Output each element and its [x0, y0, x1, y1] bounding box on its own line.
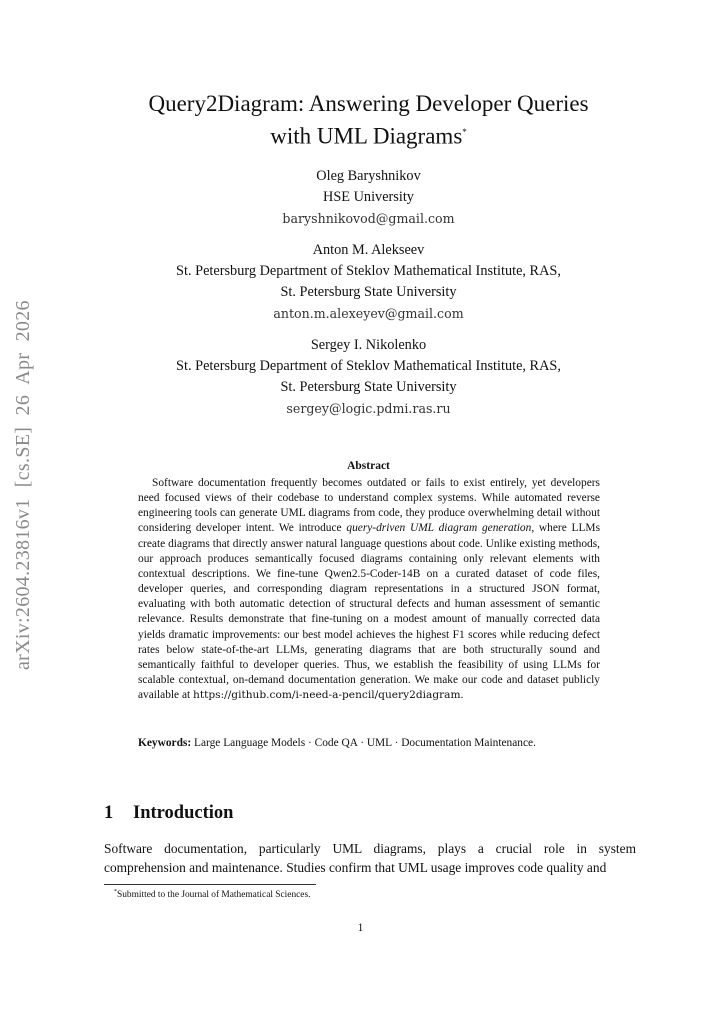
author-2	[100, 240, 637, 324]
footnote-rule	[104, 884, 316, 885]
abstract-body: Software documentation frequently becomes outdated or fails to exist entirely, yet developers need focused views of their codebase to understand complex systems. While automated reverse engineering tools can generate UML diagrams from code, they produce overwhelming detail without considering developer intent. We introduce query-driven UML diagram generation, where LLMs create diagrams that directly answer natural language questions about code. Unlike existing methods, our approach produces semantically focused diagrams containing only relevant elements with contextual descriptions. We fine-tune Qwen2.5-Coder-14B on a curated dataset of code files, developer queries, and corresponding diagram representations in a structured JSON format, evaluating with both automatic detection of structural defects and human assessment of semantic relevance. Results demonstrate that fine-tuning on a modest amount of manually corrected data yields dramatic improvements: our best model achieves the highest F1 scores while reducing defect rates below state-of-the-art LLMs, generating diagrams that are both structurally sound and semantically faithful to developer queries. Thus, we establish the feasibility of using LLMs for scalable contextual, on-demand documentation generation. We make our code and dataset publicly available at https://github.com/i-need-a-pencil/query2diagram.	[138, 477, 600, 702]
introduction-paragraph: Software documentation, particularly UML diagrams, plays a crucial role in system comprehension and maintenance. Studies confirm that UML usage improves code quality and	[104, 841, 636, 875]
section-heading-introduction	[104, 803, 233, 824]
keywords-list: Large Language Models · Code QA · UML · Documentation Maintenance.	[194, 737, 536, 749]
page-number: 1	[357, 922, 364, 934]
code-repository-link[interactable]: https://github.com/i-need-a-pencil/query2diagram	[193, 689, 461, 702]
author-email: sergey@logic.pdmi.ras.ru	[286, 401, 451, 416]
author-affiliation: St. Petersburg Department of Steklov Mathematical Institute, RAS,	[176, 358, 561, 374]
arxiv-identifier: arXiv:2604.23816v1 [cs.SE] 26 Apr 2026	[12, 300, 34, 670]
author-affiliation: St. Petersburg Department of Steklov Mathematical Institute, RAS,	[176, 263, 561, 279]
author-affiliation: St. Petersburg State University	[280, 284, 457, 300]
title-line-1: Query2Diagram: Answering Developer Queries	[148, 91, 589, 116]
author-name: Oleg Baryshnikov	[316, 168, 421, 184]
section-title: Introduction	[133, 803, 234, 823]
author-1	[100, 166, 637, 229]
title-line-2: with UML Diagrams*	[270, 123, 467, 149]
footnote-text: Submitted to the Journal of Mathematical Sciences.	[117, 890, 311, 901]
keywords	[138, 736, 608, 751]
footnote-mark: *	[114, 889, 117, 895]
author-affiliation: St. Petersburg State University	[280, 379, 457, 395]
paper-title	[100, 89, 637, 151]
author-email: baryshnikovod@gmail.com	[282, 211, 455, 226]
author-3	[100, 335, 637, 419]
abstract-heading: Abstract	[347, 460, 390, 472]
keywords-label: Keywords:	[138, 737, 192, 749]
section-number: 1	[104, 803, 114, 823]
footnote	[114, 889, 310, 900]
title-footnote-mark: *	[462, 127, 467, 137]
abstract-emphasis: query-driven UML diagram generation	[346, 522, 532, 535]
author-email: anton.m.alexeyev@gmail.com	[273, 306, 464, 321]
author-affiliation: HSE University	[323, 189, 414, 205]
author-name: Anton M. Alekseev	[312, 242, 425, 258]
author-name: Sergey I. Nikolenko	[310, 337, 427, 353]
